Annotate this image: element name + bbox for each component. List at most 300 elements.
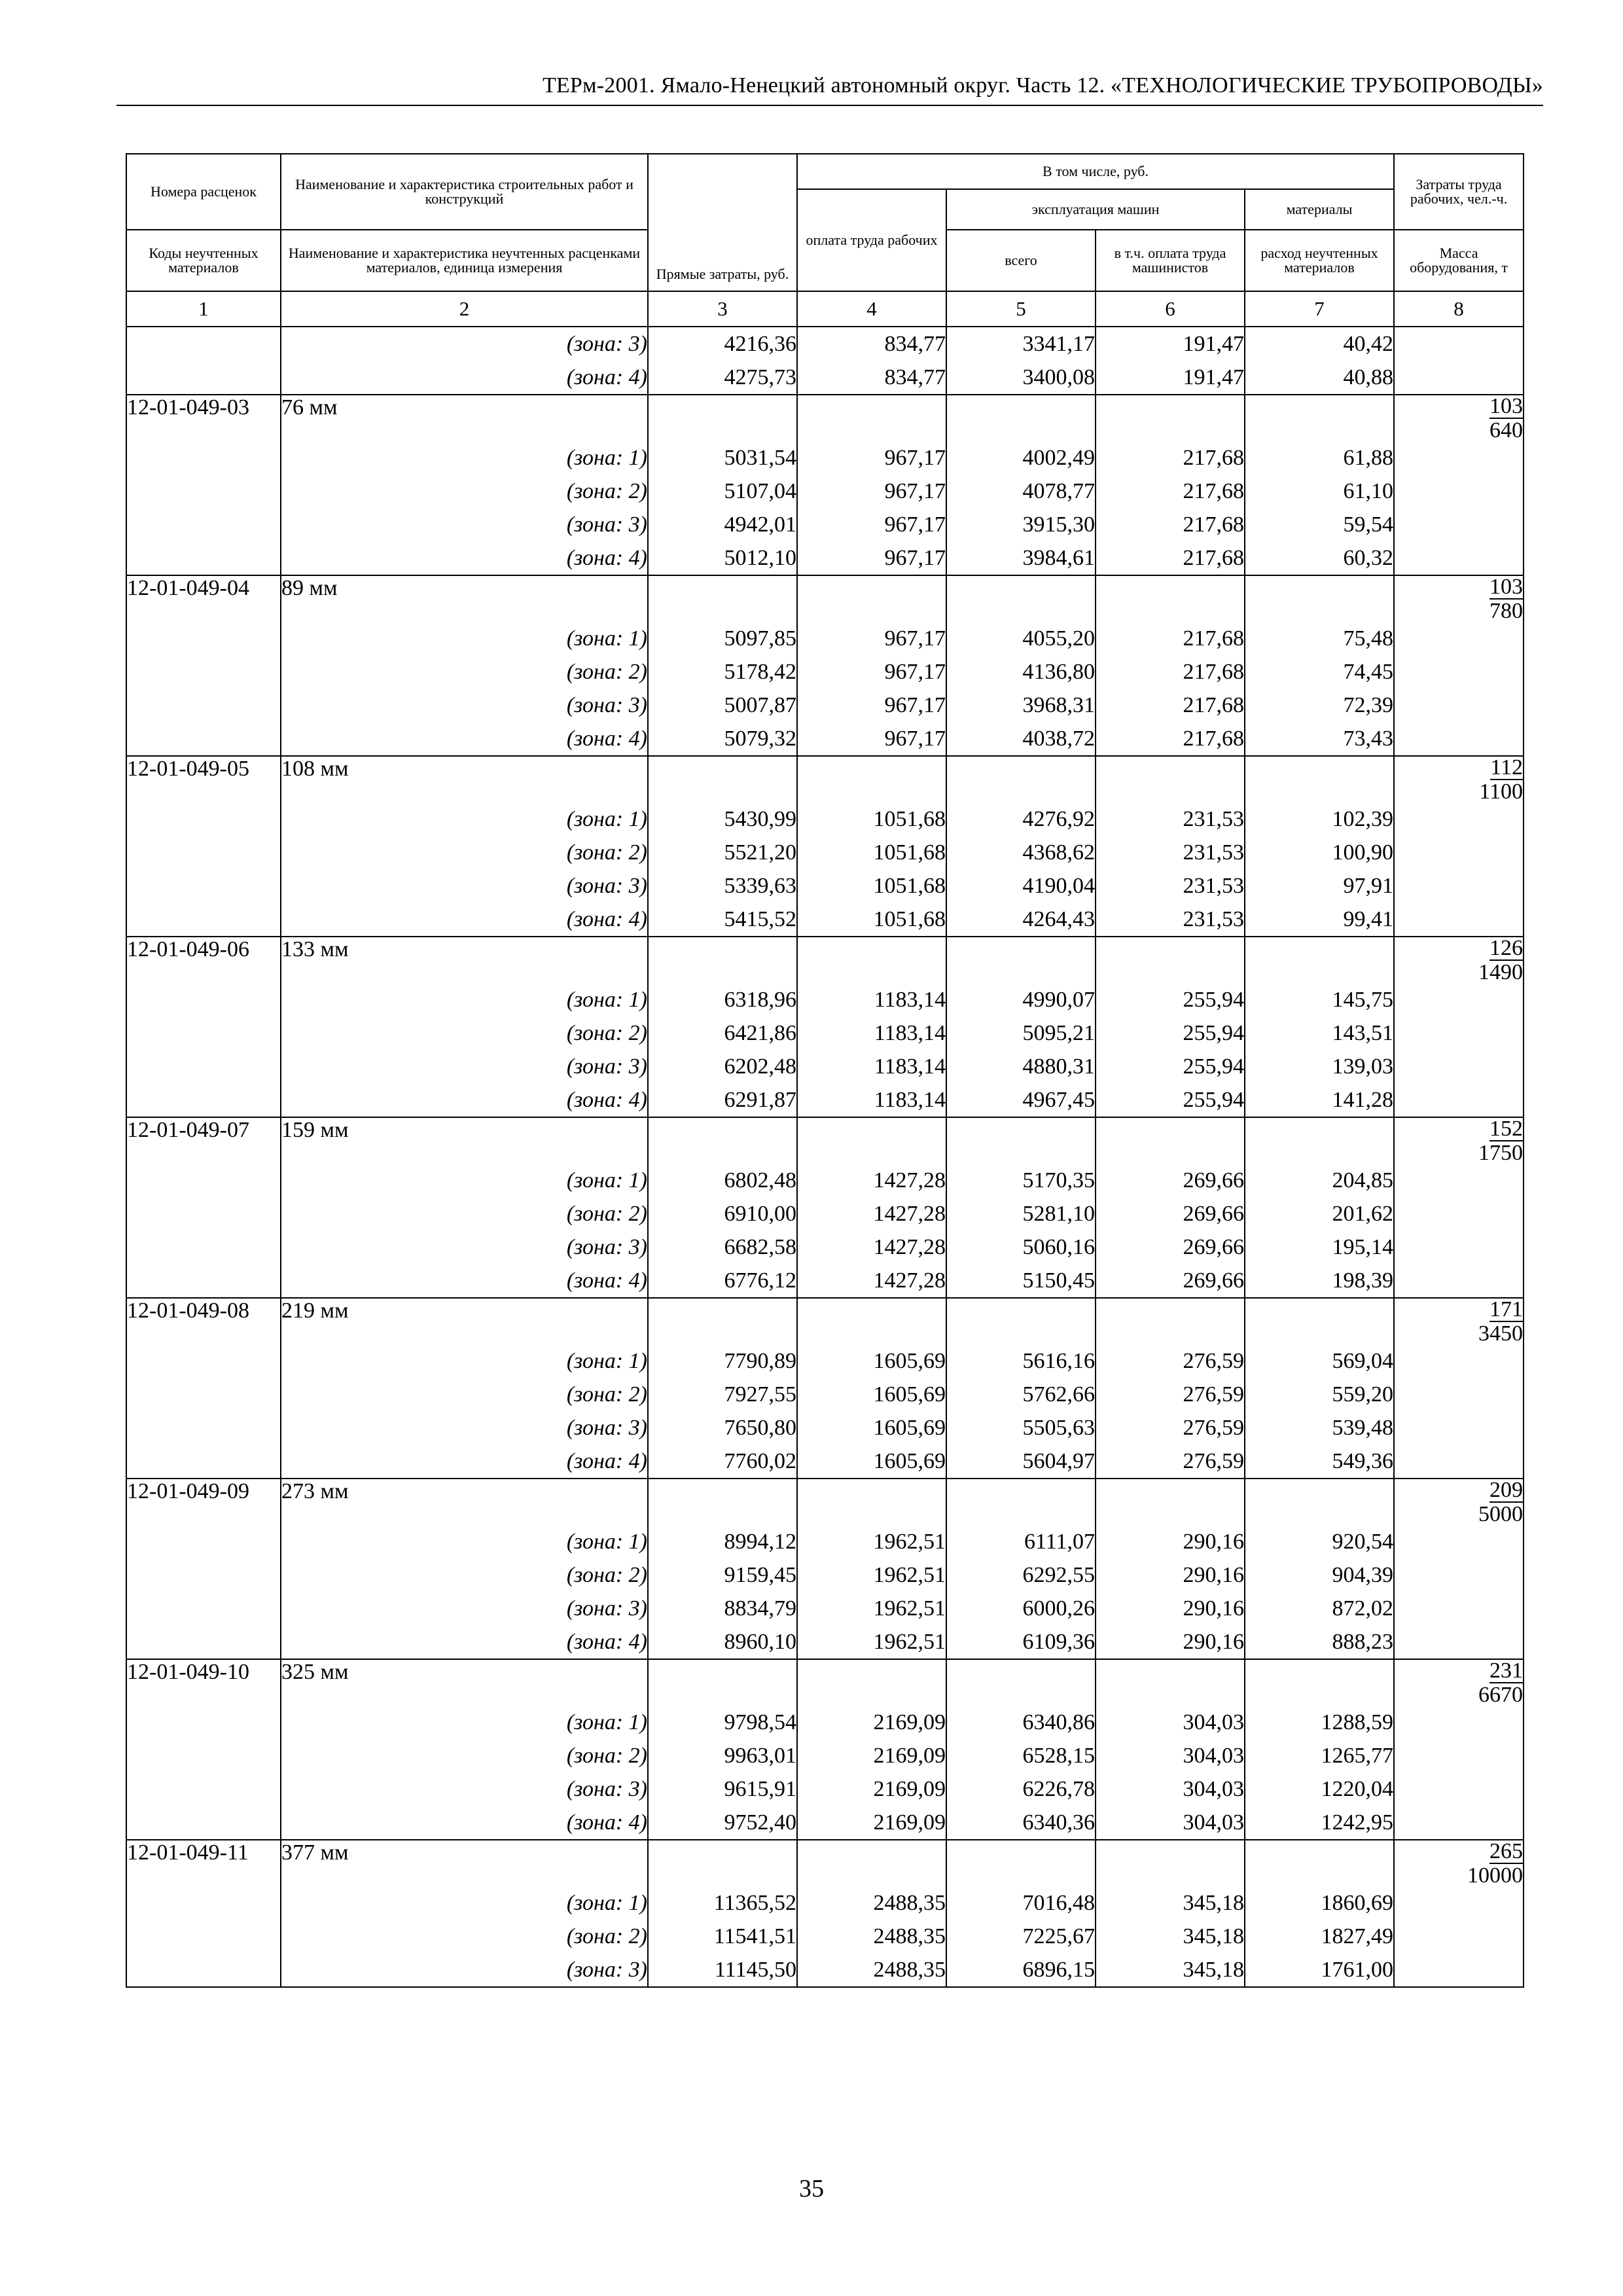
empty-cell: [946, 575, 1096, 622]
machinists-pay-cell: 345,18: [1096, 1920, 1245, 1953]
zone-label: (зона: 4): [281, 1444, 648, 1479]
machines-total-cell: 4368,62: [946, 836, 1096, 869]
empty-cell: [797, 1659, 946, 1706]
empty-cell: [946, 756, 1096, 802]
empty-cell: [1245, 1479, 1394, 1525]
materials-cell: 872,02: [1245, 1592, 1394, 1625]
zone-label: (зона: 2): [281, 655, 648, 689]
labor-pay-cell: 1605,69: [797, 1378, 946, 1411]
materials-cell: 549,36: [1245, 1444, 1394, 1479]
materials-cell: 1265,77: [1245, 1739, 1394, 1772]
materials-cell: 559,20: [1245, 1378, 1394, 1411]
empty-cell: [1096, 575, 1245, 622]
machinists-pay-cell: 217,68: [1096, 508, 1245, 541]
labor-pay-cell: 2169,09: [797, 1706, 946, 1739]
column-number: 5: [946, 291, 1096, 327]
direct-cost-cell: 6776,12: [648, 1264, 797, 1298]
table-row: [126, 1444, 1524, 1479]
rate-code: 12-01-049-09: [126, 1479, 281, 1659]
labor-pay-cell: 967,17: [797, 441, 946, 475]
pipe-diameter: 377 мм: [281, 1840, 648, 1886]
materials-cell: 74,45: [1245, 655, 1394, 689]
labor-pay-cell: 1183,14: [797, 1016, 946, 1050]
materials-cell: 102,39: [1245, 802, 1394, 836]
table-row: [126, 475, 1524, 508]
direct-cost-cell: 9798,54: [648, 1706, 797, 1739]
table-row: [126, 655, 1524, 689]
rate-code: 12-01-049-11: [126, 1840, 281, 1987]
pipe-diameter: 219 мм: [281, 1298, 648, 1344]
header-code-bottom: Коды неучтенных материалов: [126, 230, 281, 291]
rates-table: [126, 153, 1524, 1988]
table-row: [126, 1117, 1524, 1164]
labor-cost-value: 209: [1489, 1478, 1524, 1502]
labor-mass-cell: [1394, 756, 1524, 937]
empty-cell: [946, 1659, 1096, 1706]
zone-label: (зона: 3): [281, 869, 648, 903]
table-row: [126, 1920, 1524, 1953]
zone-label: (зона: 3): [281, 1050, 648, 1083]
zone-label: (зона: 4): [281, 1083, 648, 1117]
empty-cell: [946, 937, 1096, 983]
zone-label: (зона: 3): [281, 327, 648, 361]
materials-cell: 40,88: [1245, 361, 1394, 395]
labor-cost-value: 126: [1489, 936, 1524, 960]
header-labor-cost: Затраты труда рабочих, чел.-ч.: [1394, 154, 1524, 230]
zone-label: (зона: 1): [281, 983, 648, 1016]
header-labor-pay: оплата труда рабочих: [797, 189, 946, 291]
zone-label: (зона: 4): [281, 361, 648, 395]
machinists-pay-cell: 290,16: [1096, 1558, 1245, 1592]
empty-cell: [648, 1479, 797, 1525]
header-divider: [116, 105, 1543, 106]
zone-label: (зона: 3): [281, 1411, 648, 1444]
mass-cell-empty: [1394, 327, 1524, 361]
zone-label: (зона: 4): [281, 1264, 648, 1298]
machines-total-cell: 4990,07: [946, 983, 1096, 1016]
machines-total-cell: 5281,10: [946, 1197, 1096, 1230]
empty-cell: [797, 1840, 946, 1886]
direct-cost-cell: 7650,80: [648, 1411, 797, 1444]
equipment-mass-value: 5000: [1478, 1502, 1524, 1526]
machinists-pay-cell: 276,59: [1096, 1378, 1245, 1411]
table-row: [126, 395, 1524, 441]
empty-cell: [797, 1117, 946, 1164]
materials-cell: 73,43: [1245, 722, 1394, 756]
labor-mass-cell: [1394, 1117, 1524, 1298]
labor-pay-cell: 967,17: [797, 722, 946, 756]
table-row: [126, 1659, 1524, 1706]
page-number: 35: [799, 2175, 824, 2202]
header-machinists-pay: в т.ч. оплата труда машинистов: [1096, 230, 1245, 291]
machines-total-cell: 6000,26: [946, 1592, 1096, 1625]
machinists-pay-cell: 276,59: [1096, 1344, 1245, 1378]
zone-label: (зона: 3): [281, 1592, 648, 1625]
direct-cost-cell: 6802,48: [648, 1164, 797, 1197]
direct-cost-cell: 5079,32: [648, 722, 797, 756]
empty-cell: [1245, 1840, 1394, 1886]
machines-total-cell: 3915,30: [946, 508, 1096, 541]
direct-cost-cell: 8994,12: [648, 1525, 797, 1558]
labor-pay-cell: 2169,09: [797, 1772, 946, 1806]
machinists-pay-cell: 255,94: [1096, 983, 1245, 1016]
machines-total-cell: 4078,77: [946, 475, 1096, 508]
pipe-diameter: 325 мм: [281, 1659, 648, 1706]
materials-cell: 61,10: [1245, 475, 1394, 508]
column-number: 6: [1096, 291, 1245, 327]
zone-label: (зона: 1): [281, 1886, 648, 1920]
machines-total-cell: 4136,80: [946, 655, 1096, 689]
rate-code: 12-01-049-08: [126, 1298, 281, 1479]
machines-total-cell: 5505,63: [946, 1411, 1096, 1444]
table-row: [126, 903, 1524, 937]
machinists-pay-cell: 276,59: [1096, 1411, 1245, 1444]
empty-cell: [1096, 756, 1245, 802]
table-row: [126, 622, 1524, 655]
empty-cell: [1245, 575, 1394, 622]
labor-pay-cell: 1427,28: [797, 1197, 946, 1230]
empty-cell: [648, 1659, 797, 1706]
labor-mass-cell: [1394, 937, 1524, 1117]
machinists-pay-cell: 217,68: [1096, 622, 1245, 655]
header-machines: эксплуатация машин: [946, 189, 1245, 230]
direct-cost-cell: 5007,87: [648, 689, 797, 722]
labor-cost-value: 265: [1489, 1839, 1524, 1863]
empty-cell: [648, 937, 797, 983]
materials-cell: 143,51: [1245, 1016, 1394, 1050]
machines-total-cell: 4880,31: [946, 1050, 1096, 1083]
pipe-diameter: 76 мм: [281, 395, 648, 441]
zone-label: (зона: 3): [281, 1230, 648, 1264]
machines-total-cell: 4967,45: [946, 1083, 1096, 1117]
empty-cell: [648, 1840, 797, 1886]
labor-pay-cell: 1051,68: [797, 869, 946, 903]
table-row: [126, 1479, 1524, 1525]
materials-cell: 1288,59: [1245, 1706, 1394, 1739]
direct-cost-cell: 9963,01: [648, 1739, 797, 1772]
equipment-mass-value: 640: [1489, 418, 1524, 442]
machines-total-cell: 4055,20: [946, 622, 1096, 655]
direct-cost-cell: 6318,96: [648, 983, 797, 1016]
labor-cost-value: 152: [1489, 1117, 1524, 1141]
table-row: [126, 756, 1524, 802]
empty-cell: [1245, 1298, 1394, 1344]
machinists-pay-cell: 255,94: [1096, 1050, 1245, 1083]
zone-label: (зона: 4): [281, 903, 648, 937]
direct-cost-cell: 5178,42: [648, 655, 797, 689]
table-row: [126, 802, 1524, 836]
labor-pay-cell: 2488,35: [797, 1886, 946, 1920]
zone-label: (зона: 1): [281, 802, 648, 836]
machines-total-cell: 5762,66: [946, 1378, 1096, 1411]
labor-mass-cell: [1394, 1840, 1524, 1987]
materials-cell: 888,23: [1245, 1625, 1394, 1659]
table-row: [126, 1264, 1524, 1298]
table-row: [126, 937, 1524, 983]
header-name-top: Наименование и характеристика строительных работ и конструкций: [281, 154, 648, 230]
equipment-mass-value: 1100: [1479, 780, 1524, 804]
materials-cell: 145,75: [1245, 983, 1394, 1016]
materials-cell: 61,88: [1245, 441, 1394, 475]
materials-cell: 1860,69: [1245, 1886, 1394, 1920]
rate-code: 12-01-049-06: [126, 937, 281, 1117]
zone-label: (зона: 2): [281, 1378, 648, 1411]
table-row: [126, 361, 1524, 395]
machines-total-cell: 6528,15: [946, 1739, 1096, 1772]
labor-pay-cell: 834,77: [797, 361, 946, 395]
labor-mass-cell: [1394, 395, 1524, 575]
labor-pay-cell: 1183,14: [797, 983, 946, 1016]
machinists-pay-cell: 217,68: [1096, 475, 1245, 508]
labor-pay-cell: 967,17: [797, 508, 946, 541]
labor-cost-value: 171: [1489, 1297, 1524, 1321]
labor-cost-value: 112: [1490, 755, 1524, 780]
labor-pay-cell: 834,77: [797, 327, 946, 361]
empty-cell: [946, 1479, 1096, 1525]
direct-cost-cell: 5107,04: [648, 475, 797, 508]
column-number: 8: [1394, 291, 1524, 327]
materials-cell: 539,48: [1245, 1411, 1394, 1444]
machinists-pay-cell: 304,03: [1096, 1739, 1245, 1772]
labor-pay-cell: 2488,35: [797, 1953, 946, 1987]
labor-cost-value: 231: [1489, 1659, 1524, 1683]
empty-cell: [1245, 937, 1394, 983]
labor-mass-cell: [1394, 1659, 1524, 1840]
zone-label: (зона: 2): [281, 475, 648, 508]
labor-pay-cell: 1051,68: [797, 903, 946, 937]
materials-cell: 904,39: [1245, 1558, 1394, 1592]
labor-pay-cell: 967,17: [797, 689, 946, 722]
labor-mass-cell: [1394, 1298, 1524, 1479]
materials-cell: 569,04: [1245, 1344, 1394, 1378]
machines-total-cell: 7225,67: [946, 1920, 1096, 1953]
materials-cell: 99,41: [1245, 903, 1394, 937]
table-row: [126, 1739, 1524, 1772]
materials-cell: 97,91: [1245, 869, 1394, 903]
zone-label: (зона: 3): [281, 1953, 648, 1987]
labor-pay-cell: 1427,28: [797, 1230, 946, 1264]
materials-cell: 100,90: [1245, 836, 1394, 869]
empty-cell: [1245, 395, 1394, 441]
table-row: [126, 1411, 1524, 1444]
direct-cost-cell: 5097,85: [648, 622, 797, 655]
table-row: [126, 327, 1524, 361]
zone-label: (зона: 4): [281, 1625, 648, 1659]
column-number: 3: [648, 291, 797, 327]
table-row: [126, 1083, 1524, 1117]
direct-cost-cell: 7927,55: [648, 1378, 797, 1411]
labor-pay-cell: 1962,51: [797, 1592, 946, 1625]
empty-cell: [797, 756, 946, 802]
rate-code: 12-01-049-04: [126, 575, 281, 756]
machines-total-cell: 3400,08: [946, 361, 1096, 395]
zone-label: (зона: 1): [281, 1706, 648, 1739]
machinists-pay-cell: 269,66: [1096, 1264, 1245, 1298]
equipment-mass-value: 1490: [1478, 960, 1524, 984]
empty-cell: [797, 1479, 946, 1525]
zone-label: (зона: 4): [281, 722, 648, 756]
materials-cell: 195,14: [1245, 1230, 1394, 1264]
machines-total-cell: 5095,21: [946, 1016, 1096, 1050]
empty-cell: [1096, 1117, 1245, 1164]
machinists-pay-cell: 304,03: [1096, 1806, 1245, 1840]
pipe-diameter: 273 мм: [281, 1479, 648, 1525]
direct-cost-cell: 11541,51: [648, 1920, 797, 1953]
machinists-pay-cell: 276,59: [1096, 1444, 1245, 1479]
table-row: [126, 1050, 1524, 1083]
machinists-pay-cell: 217,68: [1096, 655, 1245, 689]
table-row: [126, 836, 1524, 869]
machines-total-cell: 4002,49: [946, 441, 1096, 475]
machinists-pay-cell: 231,53: [1096, 903, 1245, 937]
labor-pay-cell: 1605,69: [797, 1344, 946, 1378]
materials-cell: 1220,04: [1245, 1772, 1394, 1806]
labor-pay-cell: 967,17: [797, 541, 946, 575]
machinists-pay-cell: 269,66: [1096, 1197, 1245, 1230]
zone-label: (зона: 4): [281, 541, 648, 575]
table-row: [126, 1378, 1524, 1411]
table-row: [126, 1886, 1524, 1920]
column-number: 1: [126, 291, 281, 327]
direct-cost-cell: 5012,10: [648, 541, 797, 575]
rate-code: 12-01-049-03: [126, 395, 281, 575]
machines-total-cell: 3341,17: [946, 327, 1096, 361]
machinists-pay-cell: 290,16: [1096, 1625, 1245, 1659]
labor-pay-cell: 1427,28: [797, 1264, 946, 1298]
direct-cost-cell: 4275,73: [648, 361, 797, 395]
machinists-pay-cell: 231,53: [1096, 802, 1245, 836]
direct-cost-cell: 5521,20: [648, 836, 797, 869]
direct-cost-cell: 5339,63: [648, 869, 797, 903]
table-row: [126, 1706, 1524, 1739]
machinists-pay-cell: 255,94: [1096, 1083, 1245, 1117]
labor-pay-cell: 1962,51: [797, 1558, 946, 1592]
empty-cell: [648, 756, 797, 802]
direct-cost-cell: 7760,02: [648, 1444, 797, 1479]
table-row: [126, 1772, 1524, 1806]
labor-pay-cell: 1605,69: [797, 1444, 946, 1479]
zone-label: (зона: 2): [281, 1558, 648, 1592]
equipment-mass-value: 10000: [1467, 1863, 1524, 1888]
labor-pay-cell: 1183,14: [797, 1083, 946, 1117]
equipment-mass-value: 3450: [1478, 1321, 1524, 1346]
code-cell-empty: [126, 327, 281, 361]
header-materials: материалы: [1245, 189, 1394, 230]
machines-total-cell: 5170,35: [946, 1164, 1096, 1197]
machinists-pay-cell: 191,47: [1096, 361, 1245, 395]
labor-mass-cell: [1394, 575, 1524, 756]
rate-code: 12-01-049-05: [126, 756, 281, 937]
machinists-pay-cell: 217,68: [1096, 541, 1245, 575]
running-title: ТЕРм-2001. Ямало-Ненецкий автономный округ. Часть 12. «ТЕХНОЛОГИЧЕСКИЕ ТРУБОПРОВОДЫ»: [542, 73, 1543, 98]
labor-pay-cell: 2169,09: [797, 1806, 946, 1840]
labor-cost-value: 103: [1489, 575, 1524, 599]
machines-total-cell: 7016,48: [946, 1886, 1096, 1920]
table-row: [126, 1953, 1524, 1987]
labor-mass-cell: [1394, 1479, 1524, 1659]
direct-cost-cell: 8834,79: [648, 1592, 797, 1625]
materials-cell: 60,32: [1245, 541, 1394, 575]
zone-label: (зона: 3): [281, 689, 648, 722]
materials-cell: 920,54: [1245, 1525, 1394, 1558]
table-row: [126, 689, 1524, 722]
header-direct-costs: Прямые затраты, руб.: [648, 154, 797, 291]
empty-cell: [797, 937, 946, 983]
labor-pay-cell: 1605,69: [797, 1411, 946, 1444]
direct-cost-cell: 11145,50: [648, 1953, 797, 1987]
empty-cell: [1245, 756, 1394, 802]
pipe-diameter: 133 мм: [281, 937, 648, 983]
table-row: [126, 508, 1524, 541]
rate-code: 12-01-049-07: [126, 1117, 281, 1298]
empty-cell: [946, 1840, 1096, 1886]
machinists-pay-cell: 217,68: [1096, 722, 1245, 756]
zone-label: (зона: 3): [281, 508, 648, 541]
zone-label: (зона: 1): [281, 441, 648, 475]
empty-cell: [648, 575, 797, 622]
machinists-pay-cell: 345,18: [1096, 1953, 1245, 1987]
empty-cell: [946, 395, 1096, 441]
labor-pay-cell: 1183,14: [797, 1050, 946, 1083]
machinists-pay-cell: 255,94: [1096, 1016, 1245, 1050]
machinists-pay-cell: 269,66: [1096, 1230, 1245, 1264]
labor-pay-cell: 1051,68: [797, 836, 946, 869]
header-name-bottom: Наименование и характеристика неучтенных расценками материалов, единица измерения: [281, 230, 648, 291]
pipe-diameter: 89 мм: [281, 575, 648, 622]
table-body: [126, 327, 1524, 1987]
table-row: [126, 1298, 1524, 1344]
direct-cost-cell: 6682,58: [648, 1230, 797, 1264]
machinists-pay-cell: 231,53: [1096, 836, 1245, 869]
header-materials-unaccounted: расход неучтенных материалов: [1245, 230, 1394, 291]
machinists-pay-cell: 231,53: [1096, 869, 1245, 903]
labor-pay-cell: 2169,09: [797, 1739, 946, 1772]
table-row: [126, 1344, 1524, 1378]
header-including: В том числе, руб.: [797, 154, 1394, 189]
empty-cell: [1096, 1840, 1245, 1886]
direct-cost-cell: 4216,36: [648, 327, 797, 361]
pipe-diameter: 108 мм: [281, 756, 648, 802]
materials-cell: 141,28: [1245, 1083, 1394, 1117]
labor-pay-cell: 1051,68: [797, 802, 946, 836]
zone-label: (зона: 3): [281, 1772, 648, 1806]
direct-cost-cell: 6910,00: [648, 1197, 797, 1230]
table-row: [126, 1625, 1524, 1659]
materials-cell: 1827,49: [1245, 1920, 1394, 1953]
equipment-mass-value: 6670: [1478, 1683, 1524, 1707]
machines-total-cell: 3968,31: [946, 689, 1096, 722]
mass-cell-empty: [1394, 361, 1524, 395]
zone-label: (зона: 1): [281, 1525, 648, 1558]
table-row: [126, 1806, 1524, 1840]
zone-label: (зона: 2): [281, 836, 648, 869]
column-number: 7: [1245, 291, 1394, 327]
materials-cell: 72,39: [1245, 689, 1394, 722]
zone-label: (зона: 1): [281, 1344, 648, 1378]
table-row: [126, 575, 1524, 622]
direct-cost-cell: 6421,86: [648, 1016, 797, 1050]
empty-cell: [797, 1298, 946, 1344]
machines-total-cell: 6340,36: [946, 1806, 1096, 1840]
machinists-pay-cell: 290,16: [1096, 1525, 1245, 1558]
direct-cost-cell: 9615,91: [648, 1772, 797, 1806]
machines-total-cell: 4276,92: [946, 802, 1096, 836]
materials-cell: 40,42: [1245, 327, 1394, 361]
direct-cost-cell: 7790,89: [648, 1344, 797, 1378]
direct-cost-cell: 8960,10: [648, 1625, 797, 1659]
code-cell-empty: [126, 361, 281, 395]
labor-pay-cell: 1962,51: [797, 1625, 946, 1659]
